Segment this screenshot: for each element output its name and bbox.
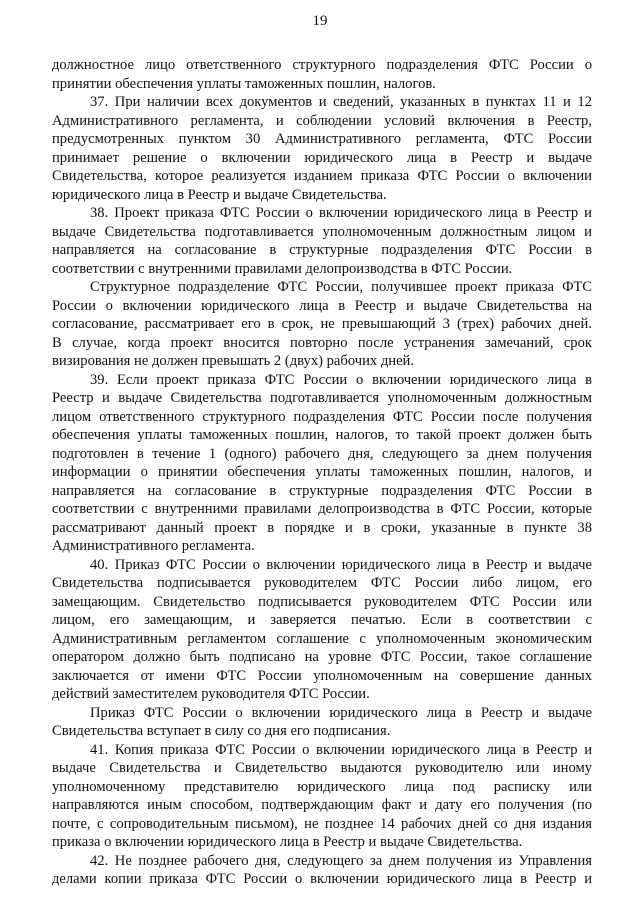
text-line: Административным регламентом соглашение с уполномоченным экономическим: [52, 630, 592, 647]
text-line: Приказ ФТС России о включении юридического лица в Реестр и выдаче: [90, 704, 592, 721]
paragraph: [52, 556, 592, 704]
text-line: Реестр и выдаче Свидетельства подготавливается уполномоченным должностным: [52, 390, 592, 406]
text-line: 38. Проект приказа ФТС России о включении юридического лица в Реестр и: [90, 205, 592, 221]
paragraph: [52, 371, 592, 556]
text-line: Административного регламента.: [52, 538, 255, 554]
text-line: визирования не должен превышать 2 (двух) рабочих дней.: [52, 353, 415, 369]
text-line: соответствии с внутренними правилами делопроизводства в ФТС России, которые: [52, 501, 592, 517]
paragraph: [52, 278, 592, 371]
text-line: 37. При наличии всех документов и сведений, указанных в пунктах 11 и 12: [90, 94, 592, 110]
text-line: лицом ответственного структурного подразделения ФТС России после получения: [52, 408, 592, 425]
text-line: приказа о включении юридического лица в Реестр и выдаче Свидетельства.: [52, 834, 523, 850]
text-line: оператором должно быть подписано на уровне ФТС России, такое соглашение: [52, 649, 592, 665]
text-line: делами копии приказа ФТС России о включении юридического лица в Реестр и: [52, 871, 592, 887]
paragraph: [52, 93, 592, 204]
text-line: замещающим. Свидетельство подписывается руководителем ФТС России или: [52, 593, 592, 610]
text-line: лицом, его замещающим, и заверяется печатью. Если в соответствии с: [52, 612, 592, 628]
paragraph: [52, 741, 592, 852]
text-line: Свидетельства, которое реализуется изданием приказа ФТС России о включении: [52, 168, 592, 184]
text-line: информации о принятии обеспечения уплаты таможенных пошлин, налогов, и: [52, 464, 592, 480]
page-number: 19: [312, 13, 328, 29]
text-line: Административного регламента, и соблюдении условий включения в Реестр,: [52, 112, 592, 129]
text-line: выдаче Свидетельства подготавливается уполномоченным должностным лицом и: [52, 223, 592, 240]
paragraph: [52, 204, 592, 278]
text-line: 39. Если проект приказа ФТС России о включении юридического лица в: [90, 371, 592, 388]
text-line: соответствии с внутренними правилами делопроизводства в ФТС России.: [52, 260, 513, 277]
text-line: юридического лица в Реестр и выдаче Свидетельства.: [52, 186, 387, 203]
text-line: уполномоченному представителю юридического лица под расписку или: [52, 778, 592, 795]
text-line: Структурное подразделение ФТС России, получившее проект приказа ФТС: [90, 279, 592, 295]
text-line: направляется на согласование в структурные подразделения ФТС России в: [52, 482, 592, 499]
document-body: [52, 56, 592, 889]
text-line: направляются иным способом, подтверждающим факт и дату его получения (по: [52, 797, 592, 813]
paragraph: [52, 852, 592, 889]
paragraph: [52, 704, 592, 741]
text-line: заключается от имени ФТС России уполномоченным на совершение данных: [52, 667, 592, 684]
text-line: 40. Приказ ФТС России о включении юридического лица в Реестр и выдаче: [90, 556, 592, 573]
text-line: согласование, рассматривает его в срок, не превышающий 3 (трех) рабочих дней.: [52, 316, 592, 332]
text-line: подготовлен в течение 1 (одного) рабочего дня, следующего за днем получения: [52, 445, 592, 462]
text-line: направляется на согласование в структурные подразделения ФТС России в: [52, 242, 592, 258]
text-line: 42. Не позднее рабочего дня, следующего за днем получения из Управления: [90, 852, 592, 869]
text-line: обеспечения уплаты таможенных пошлин, налогов, то такой проект должен быть: [52, 427, 592, 443]
text-line: Свидетельства вступает в силу со дня его подписания.: [52, 723, 391, 739]
text-line: предусмотренных пунктом 30 Административного регламента, ФТС России: [52, 131, 592, 147]
paragraph: [52, 56, 592, 93]
text-line: 41. Копия приказа ФТС России о включении юридического лица в Реестр и: [90, 741, 592, 758]
text-line: почте, с сопроводительным письмом), не позднее 14 рабочих дней со дня издания: [52, 815, 592, 832]
text-line: принимает решение о включении юридического лица в Реестр и выдаче: [52, 149, 592, 166]
text-line: России о включении юридического лица в Реестр и выдаче Свидетельства на: [52, 297, 592, 314]
text-line: должностное лицо ответственного структурного подразделения ФТС России о: [52, 57, 592, 73]
text-line: выдаче Свидетельства и Свидетельство выдаются руководителю или иному: [52, 760, 592, 776]
text-line: В случае, когда проект вносится повторно после устранения замечаний, срок: [52, 334, 592, 351]
text-line: действий заместителем руководителя ФТС России.: [52, 686, 370, 702]
text-line: Свидетельства подписывается руководителем ФТС России либо лицом, его: [52, 575, 592, 591]
text-line: принятии обеспечения уплаты таможенных пошлин, налогов.: [52, 75, 436, 92]
text-line: рассматривают данный проект в порядке и в сроки, указанные в пункте 38: [52, 519, 592, 536]
